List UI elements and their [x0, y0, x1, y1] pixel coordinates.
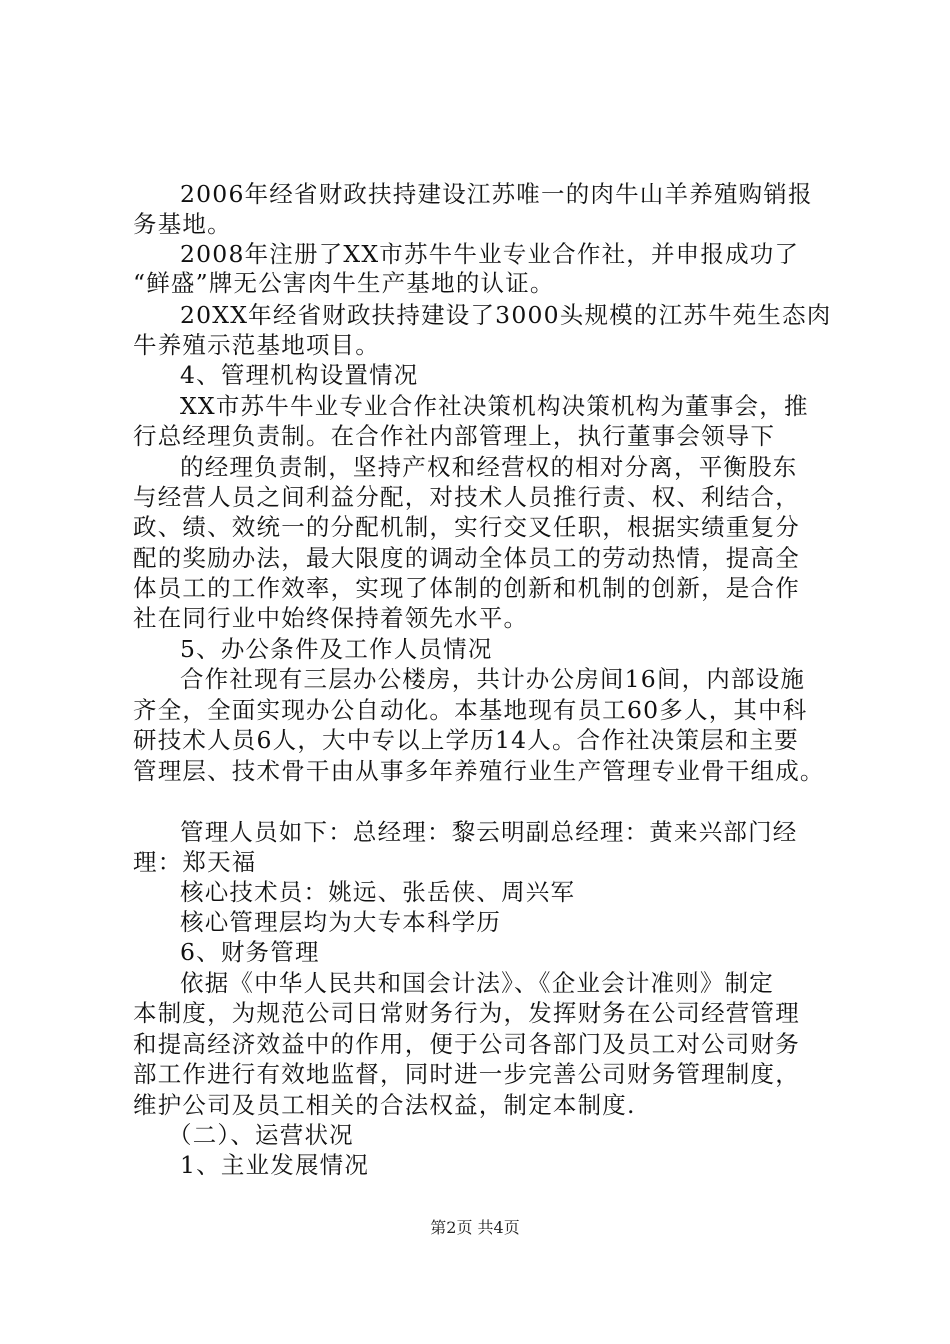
- paragraph-line: 20XX年经省财政扶持建设了3000头规模的江苏牛苑生态肉: [180, 301, 832, 329]
- section-heading: （二）、运营状况: [168, 1121, 354, 1149]
- paragraph-line: 配的奖励办法，最大限度的调动全体员工的劳动热情，提高全: [133, 544, 800, 572]
- paragraph-line: 研技术人员6人，大中专以上学历14人。合作社决策层和主要: [133, 726, 799, 754]
- paragraph-line: 核心管理层均为大专本科学历: [180, 908, 502, 936]
- paragraph-line: 依据《中华人民共和国会计法》、《企业会计准则》制定: [180, 969, 774, 997]
- paragraph-line: 行总经理负责制。在合作社内部管理上，执行董事会领导下: [133, 422, 776, 450]
- paragraph-line: 管理层、技术骨干由从事多年养殖行业生产管理专业骨干组成。: [133, 757, 825, 785]
- section-heading: 4、管理机构设置情况: [180, 361, 419, 389]
- paragraph-line: 牛养殖示范基地项目。: [133, 331, 380, 359]
- paragraph-line: 核心技术员：姚远、张岳侠、周兴军: [180, 878, 576, 906]
- section-heading: 6、财务管理: [180, 938, 320, 966]
- section-heading: 5、办公条件及工作人员情况: [180, 635, 493, 663]
- paragraph-line: 齐全，全面实现办公自动化。本基地现有员工60多人，其中科: [133, 696, 808, 724]
- paragraph-line: 2008年注册了XX市苏牛牛业专业合作社，并申报成功了: [180, 240, 800, 268]
- paragraph-line: 合作社现有三层办公楼房，共计办公房间16间，内部设施: [180, 665, 806, 693]
- paragraph-line: XX市苏牛牛业专业合作社决策机构决策机构为董事会，推: [180, 392, 809, 420]
- paragraph-line: 2006年经省财政扶持建设江苏唯一的肉牛山羊养殖购销报: [180, 180, 813, 208]
- paragraph-line: 与经营人员之间利益分配，对技术人员推行责、权、利结合，: [133, 483, 800, 511]
- paragraph-line: 理：郑天福: [133, 848, 257, 876]
- paragraph-line: 部工作进行有效地监督，同时进一步完善公司财务管理制度，: [133, 1060, 800, 1088]
- page-footer: 第2页 共4页: [430, 1218, 520, 1237]
- paragraph-line: 本制度，为规范公司日常财务行为，发挥财务在公司经营管理: [133, 999, 800, 1027]
- paragraph-line: 政、绩、效统一的分配机制，实行交叉任职，根据实绩重复分: [133, 513, 800, 541]
- paragraph-line: 和提高经济效益中的作用，便于公司各部门及员工对公司财务: [133, 1030, 800, 1058]
- paragraph-line: 管理人员如下：总经理：黎云明副总经理：黄来兴部门经: [180, 818, 798, 846]
- paragraph-line: “鲜盛”牌无公害肉牛生产基地的认证。: [133, 269, 555, 297]
- paragraph-line: 的经理负责制，坚持产权和经营权的相对分离，平衡股东: [180, 453, 798, 481]
- paragraph-line: 维护公司及员工相关的合法权益，制定本制度.: [133, 1091, 636, 1119]
- section-heading: 1、主业发展情况: [180, 1151, 370, 1179]
- paragraph-line: 务基地。: [133, 210, 232, 238]
- paragraph-line: 体员工的工作效率，实现了体制的创新和机制的创新，是合作: [133, 574, 800, 602]
- paragraph-line: 社在同行业中始终保持着领先水平。: [133, 604, 529, 632]
